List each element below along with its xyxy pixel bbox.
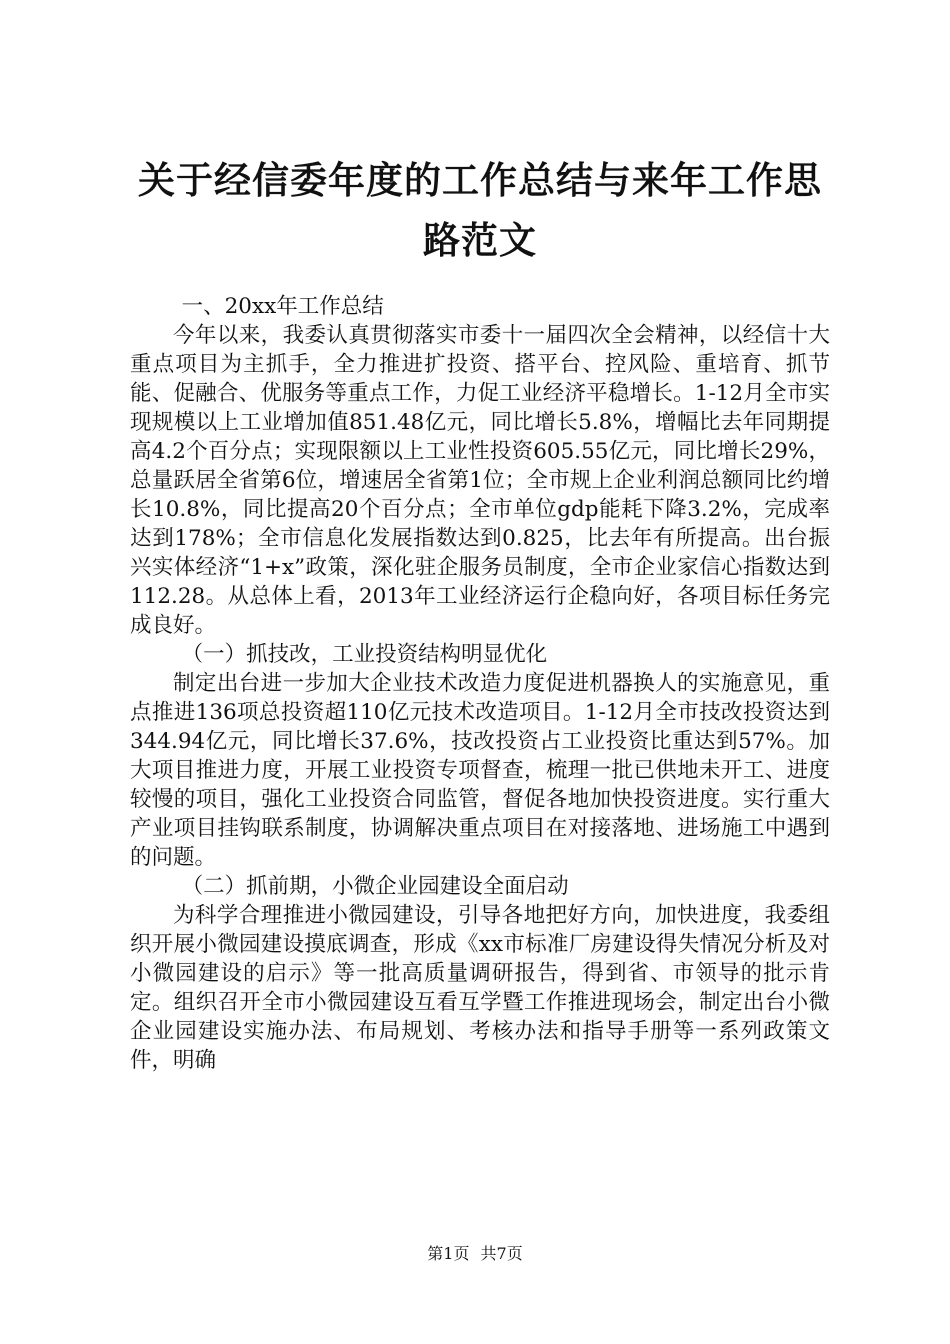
page-number: 第1页 (427, 1244, 470, 1263)
document-title: 关于经信委年度的工作总结与来年工作思路范文 (138, 158, 822, 262)
section-heading: 一、20xx年工作总结 (181, 294, 384, 319)
section-heading: （二）抓前期，小微企业园建设全面启动 (181, 874, 569, 899)
body-paragraph: 为科学合理推进小微园建设，引导各地把好方向，加快进度，我委组织开展小微园建设摸底调查，形成《xx市标准厂房建设得失情况分析及对小微园建设的启示》等一批高质量调研报告，得到省、市领导的批示肯定。组织召开全市小微园建设互看互学暨工作推进现场会，制定出台小微企业园建设实施办法、布局规划、考核办法和指导手册等一系列政策文件，明确 (130, 903, 830, 1073)
section-heading: （一）抓技改，工业投资结构明显优化 (181, 642, 548, 667)
page-footer (0, 1244, 950, 1264)
page-total: 共7页 (480, 1244, 523, 1263)
body-paragraph: 制定出台进一步加大企业技术改造力度促进机器换人的实施意见，重点推进136项总投资超110亿元技术改造项目。1-12月全市技改投资达到344.94亿元，同比增长37.6%，技改投资占工业投资比重达到57%。加大项目推进力度，开展工业投资专项督查，梳理一批已供地未开工、进度较慢的项目，强化工业投资合同监管，督促各地加快投资进度。实行重大产业项目挂钩联系制度，协调解决重点项目在对接落地、进场施工中遇到的问题。 (130, 671, 830, 870)
document-body (130, 292, 830, 1075)
body-paragraph: 今年以来，我委认真贯彻落实市委十一届四次全会精神，以经信十大重点项目为主抓手，全力推进扩投资、搭平台、控风险、重培育、抓节能、促融合、优服务等重点工作，力促工业经济平稳增长。1-12月全市实现规模以上工业增加值851.48亿元，同比增长5.8%，增幅比去年同期提高4.2个百分点；实现限额以上工业性投资605.55亿元，同比增长29%，总量跃居全省第6位，增速居全省第1位；全市规上企业利润总额同比约增长10.8%，同比提高20个百分点；全市单位gdp能耗下降3.2%，完成率达到178%；全市信息化发展指数达到0.825，比去年有所提高。出台振兴实体经济“1+x”政策，深化驻企服务员制度，全市企业家信心指数达到112.28。从总体上看，2013年工业经济运行企稳向好，各项目标任务完成良好。 (130, 323, 830, 638)
